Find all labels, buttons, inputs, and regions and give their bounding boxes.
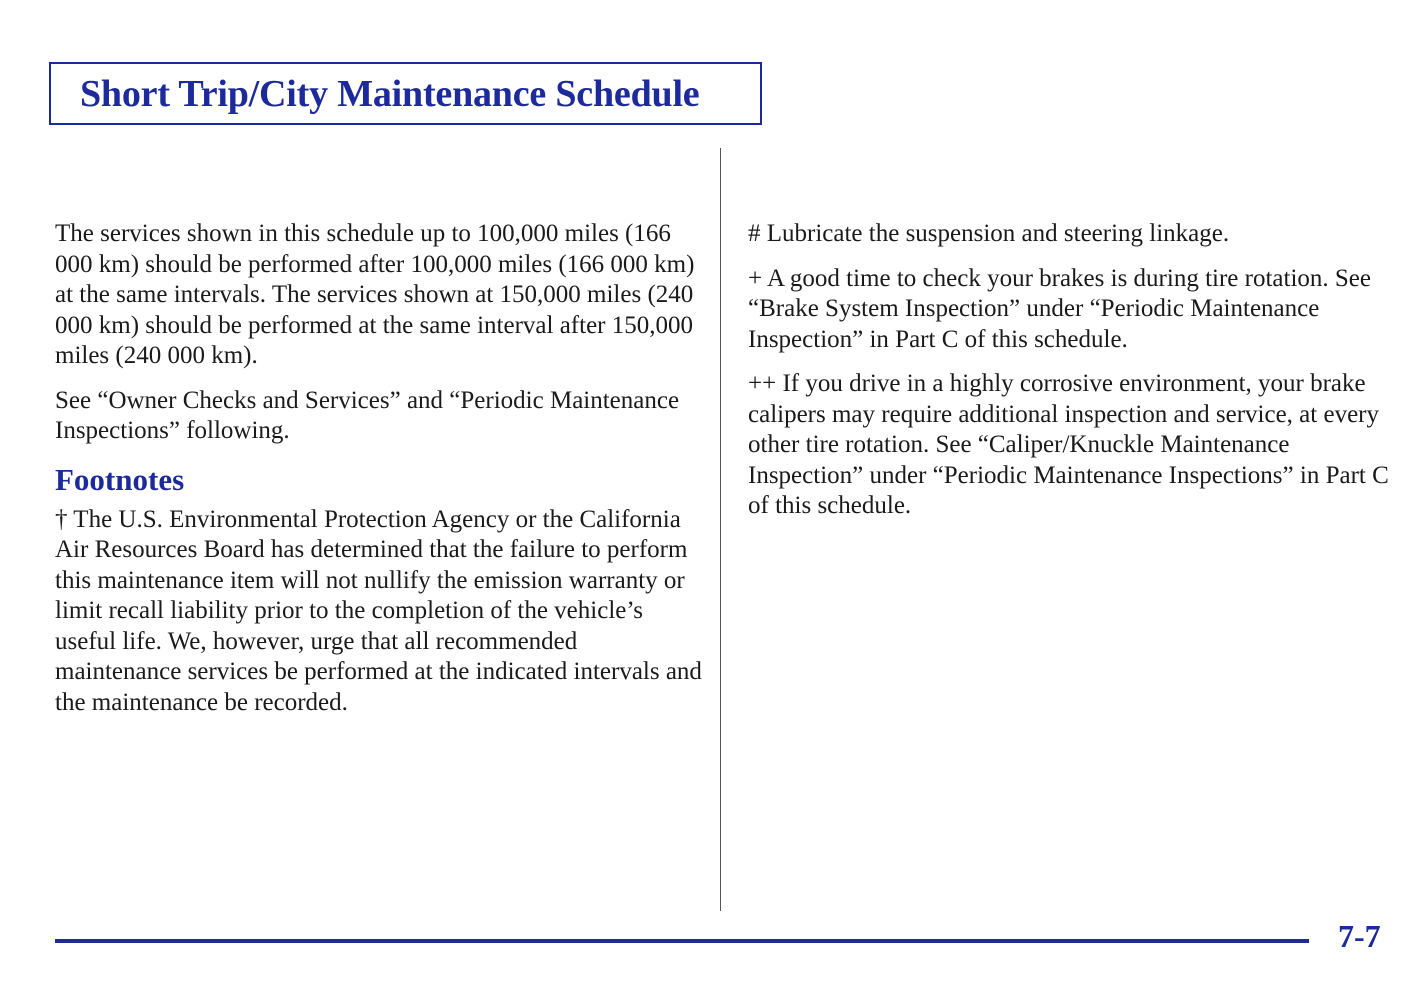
footnotes-heading: Footnotes — [55, 461, 185, 497]
footnote-hash: # Lubricate the suspension and steering linkage. — [748, 220, 1230, 247]
intro-paragraph: The services shown in this schedule up to 100,000 miles (166 000 km) should be performed after 100,000 miles (166 000 km) at the same intervals. The services shown at 150,000 miles (240 000 km) should be performed at the same interval after 150,000 miles (240 000 km). — [55, 220, 695, 369]
footnote-double-plus: ++ If you drive in a highly corrosive environment, your brake calipers may require additional inspection and service, at every other tire rotation. See “Caliper/Knuckle Maintenance Inspection” under “Periodic Maintenance Inspections” in Part C of this schedule. — [748, 370, 1389, 519]
column-divider — [720, 148, 721, 911]
footer-rule — [55, 939, 1309, 943]
see-also-paragraph: See “Owner Checks and Services” and “Periodic Maintenance Inspections” following. — [55, 386, 680, 444]
footnote-plus: + A good time to check your brakes is during tire rotation. See “Brake System Inspection” under “Periodic Maintenance Inspection” in Part C of this schedule. — [748, 264, 1371, 353]
left-column — [55, 219, 703, 732]
page-title-box — [49, 62, 762, 125]
footnote-dagger: † The U.S. Environmental Protection Agency or the California Air Resources Board has determined that the failure to perform this maintenance item will not nullify the emission warranty or limit recall liability prior to the completion of the vehicle’s useful life. We, however, urge that all recommended maintenance services be performed at the indicated intervals and the maintenance be recorded. — [55, 505, 702, 716]
page-number: 7-7 — [1338, 918, 1381, 954]
page-title: Short Trip/City Maintenance Schedule — [80, 72, 700, 115]
right-column — [748, 219, 1400, 536]
